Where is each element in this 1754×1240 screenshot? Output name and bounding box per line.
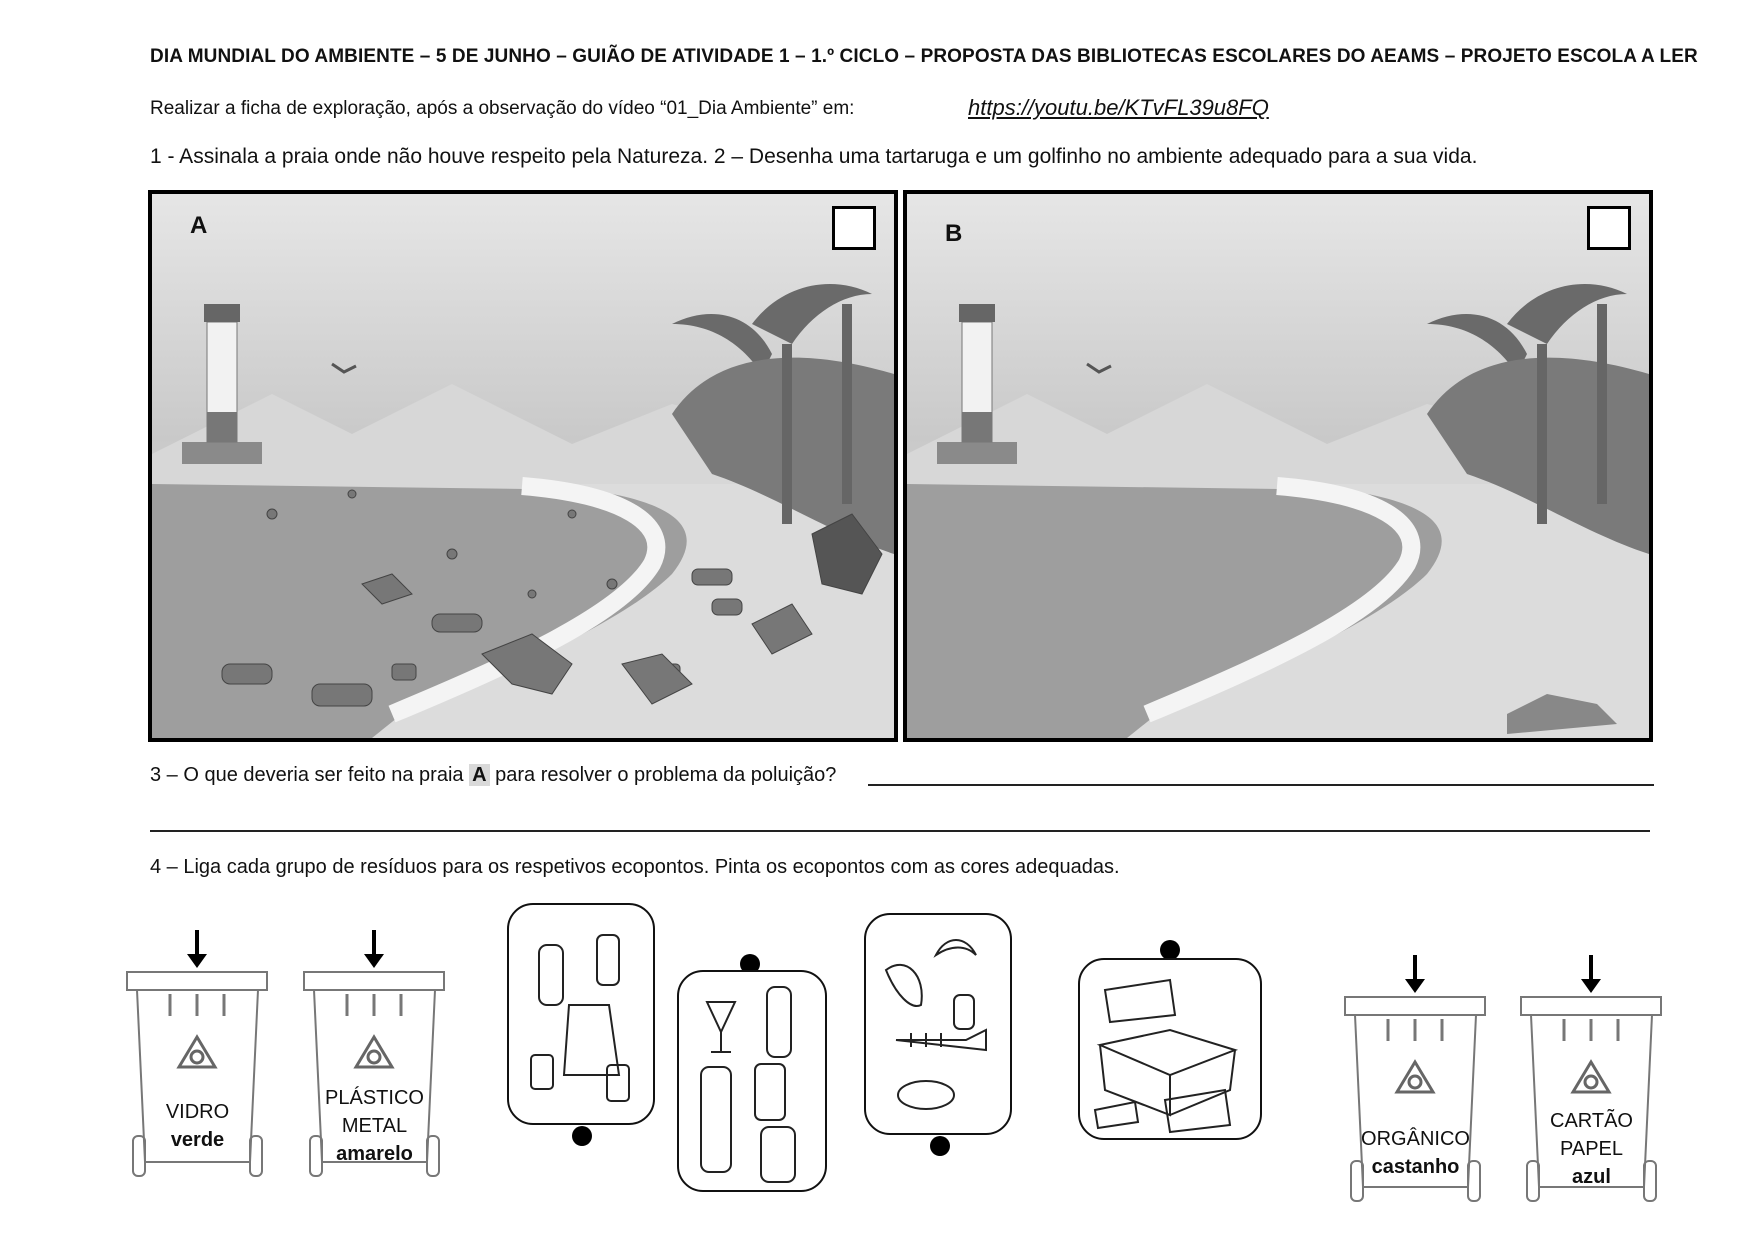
answer-line-2[interactable] (150, 830, 1650, 832)
beach-a-illustration (152, 194, 894, 738)
beach-b-illustration (907, 194, 1649, 738)
bottle-icon (767, 987, 791, 1057)
question-3-text-before: 3 – O que deveria ser feito na praia (150, 764, 470, 786)
newspaper-icon (1105, 980, 1175, 1022)
organic-group-dot[interactable] (930, 1136, 950, 1156)
paper-group-dot[interactable] (1160, 940, 1180, 960)
paper-items-drawing (1080, 960, 1260, 1138)
bin-glass-name: VIDRO (165, 1101, 230, 1123)
bin-paper[interactable] (1519, 955, 1664, 1210)
bottle-icon (222, 664, 272, 684)
arrow-down-icon (1581, 955, 1601, 993)
worksheet-title: DIA MUNDIAL DO AMBIENTE – 5 DE JUNHO – GUIÃO DE ATIVIDADE 1 – 1.º CICLO – PROPOSTA DAS BIBLIOTECAS ESCOLARES DO AEAMS – PROJETO ESCOLA A LER (150, 46, 1698, 67)
bin-organic-name: ORGÂNICO (1361, 1128, 1470, 1150)
beach-b-label: B (945, 220, 963, 247)
bin-paper-color: azul (1572, 1166, 1611, 1188)
plastic-items-drawing (509, 905, 653, 1123)
arrow-down-icon (187, 930, 207, 968)
plastic-group-dot[interactable] (572, 1126, 592, 1146)
question-3-text-after: para resolver o problema da poluição? (489, 764, 837, 786)
cardboard-box-icon (1100, 1030, 1235, 1115)
fish-bone-icon (896, 1030, 986, 1050)
recycle-icon (356, 1037, 392, 1067)
paper-sheets-icon (1165, 1090, 1230, 1132)
jar-icon (755, 1064, 785, 1120)
recycle-icon (1573, 1062, 1609, 1092)
recycle-icon (179, 1037, 215, 1067)
bin-paper-name-1: CARTÃO (1550, 1110, 1633, 1132)
glass-items-drawing (679, 972, 825, 1190)
plastic-packaging-group[interactable] (507, 903, 655, 1125)
beach-a-checkbox[interactable] (832, 206, 876, 250)
bin-glass-label (125, 1098, 270, 1154)
question-3-highlight: A (469, 764, 489, 786)
bin-plastic-metal-name-2: METAL (341, 1115, 408, 1137)
bottle-icon (539, 945, 563, 1005)
answer-line-1[interactable] (868, 784, 1654, 786)
question-4: 4 – Liga cada grupo de resíduos para os respetivos ecopontos. Pinta os ecopontos com as cores adequadas. (150, 856, 1120, 878)
bottle-icon (701, 1067, 731, 1172)
bin-organic-color: castanho (1371, 1156, 1460, 1178)
banana-peel-icon (936, 940, 976, 955)
apple-core-icon (954, 995, 974, 1029)
bin-plastic-metal[interactable] (302, 930, 447, 1185)
organic-group[interactable] (864, 913, 1012, 1135)
question-1-2: 1 - Assinala a praia onde não houve respeito pela Natureza. 2 – Desenha uma tartaruga e um golfinho no ambiente adequado para a sua vida. (150, 145, 1478, 168)
arrow-down-icon (364, 930, 384, 968)
beach-b-checkbox[interactable] (1587, 206, 1631, 250)
bottle-icon (432, 614, 482, 632)
organic-items-drawing (866, 915, 1010, 1133)
paper-group[interactable] (1078, 958, 1262, 1140)
bin-plastic-metal-name-1: PLÁSTICO (325, 1087, 424, 1109)
beach-a-label: A (190, 212, 208, 239)
bin-paper-name-2: PAPEL (1560, 1138, 1623, 1160)
beach-a-panel (148, 190, 898, 742)
envelope-icon (1095, 1102, 1138, 1128)
spray-bottle-icon (597, 935, 619, 985)
arrow-down-icon (1405, 955, 1425, 993)
wine-glass-icon (707, 1002, 735, 1052)
bottle-icon (312, 684, 372, 706)
can-icon (531, 1055, 553, 1089)
recycle-icon (1397, 1062, 1433, 1092)
bin-organic[interactable] (1343, 955, 1488, 1210)
question-3 (150, 764, 836, 787)
bin-organic-label (1343, 1125, 1488, 1181)
bin-glass-color: verde (170, 1129, 225, 1151)
food-scraps-icon (898, 1081, 954, 1109)
bottle-icon (692, 569, 732, 585)
chicken-leg-icon (886, 965, 922, 1006)
video-link[interactable]: https://youtu.be/KTvFL39u8FQ (968, 95, 1269, 120)
bin-plastic-metal-label (302, 1084, 447, 1168)
bin-paper-label (1519, 1107, 1664, 1191)
glass-group[interactable] (677, 970, 827, 1192)
bottle-icon (761, 1127, 795, 1182)
bin-glass[interactable] (125, 930, 270, 1185)
beach-b-panel (903, 190, 1653, 742)
bin-plastic-metal-color: amarelo (336, 1143, 413, 1165)
instruction-text: Realizar a ficha de exploração, após a observação do vídeo “01_Dia Ambiente” em: (150, 98, 855, 119)
